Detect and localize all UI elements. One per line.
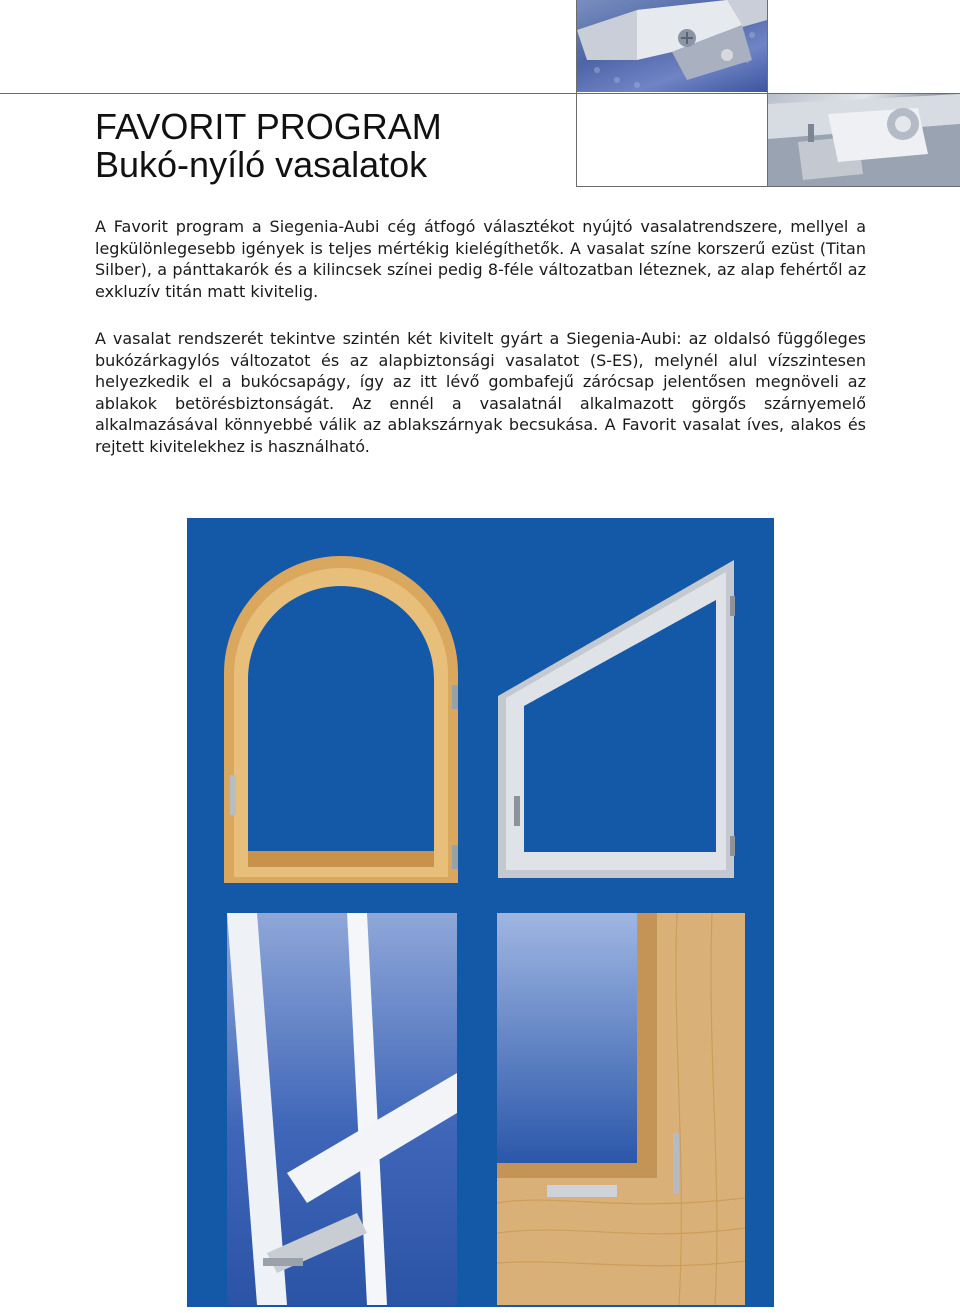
photo-wooden-corner-detail (497, 913, 745, 1305)
hardware-photo-hinge (577, 0, 767, 92)
photo-arched-wooden-window (218, 555, 464, 885)
photo-trapezoid-aluminium-window (494, 556, 740, 882)
page-title-line-2: Bukó-nyíló vasalatok (95, 144, 428, 185)
page-title-line-1: FAVORIT PROGRAM (95, 106, 442, 147)
photo-window-stay-detail (227, 913, 457, 1305)
body-paragraph-2: A vasalat rendszerét tekintve szintén két kivitelt gyárt a Siegenia-Aubi: az oldalsó függőleges bukózárkagylós változatot és az alapbiztonsági vasalatot (S-ES), melynél alul vízszintesen helyezkedik el a bukócsapágy, így az itt lévő gombafejű zárócsap jelentősen megnöveli az ablakok betörésbiztonságát. Az ennél a vasalatnál alkalmazott görgős szárnyemelő alkalmazásával könnyebbé válik az ablakszárnyak becsukása. A Favorit vasalat íves, alakos és rejtett kivitelekhez is használható. (95, 329, 866, 456)
body-paragraph-1: A Favorit program a Siegenia-Aubi cég átfogó választékot nyújtó vasalatrendszere, mellyel a legkülönlegesebb igények is teljes mértékig kielégíthetők. A vasalat színe korszerű ezüst (Titan Silber), a pánttakarók és a kilincsek színei pedig 8-féle változatban léteznek, az alap fehértől az exkluzív titán matt kivitelig. (95, 217, 866, 301)
page-title (95, 108, 442, 184)
hardware-photo-locking-cam (768, 94, 960, 186)
rule-horizontal-tiles (576, 186, 960, 187)
